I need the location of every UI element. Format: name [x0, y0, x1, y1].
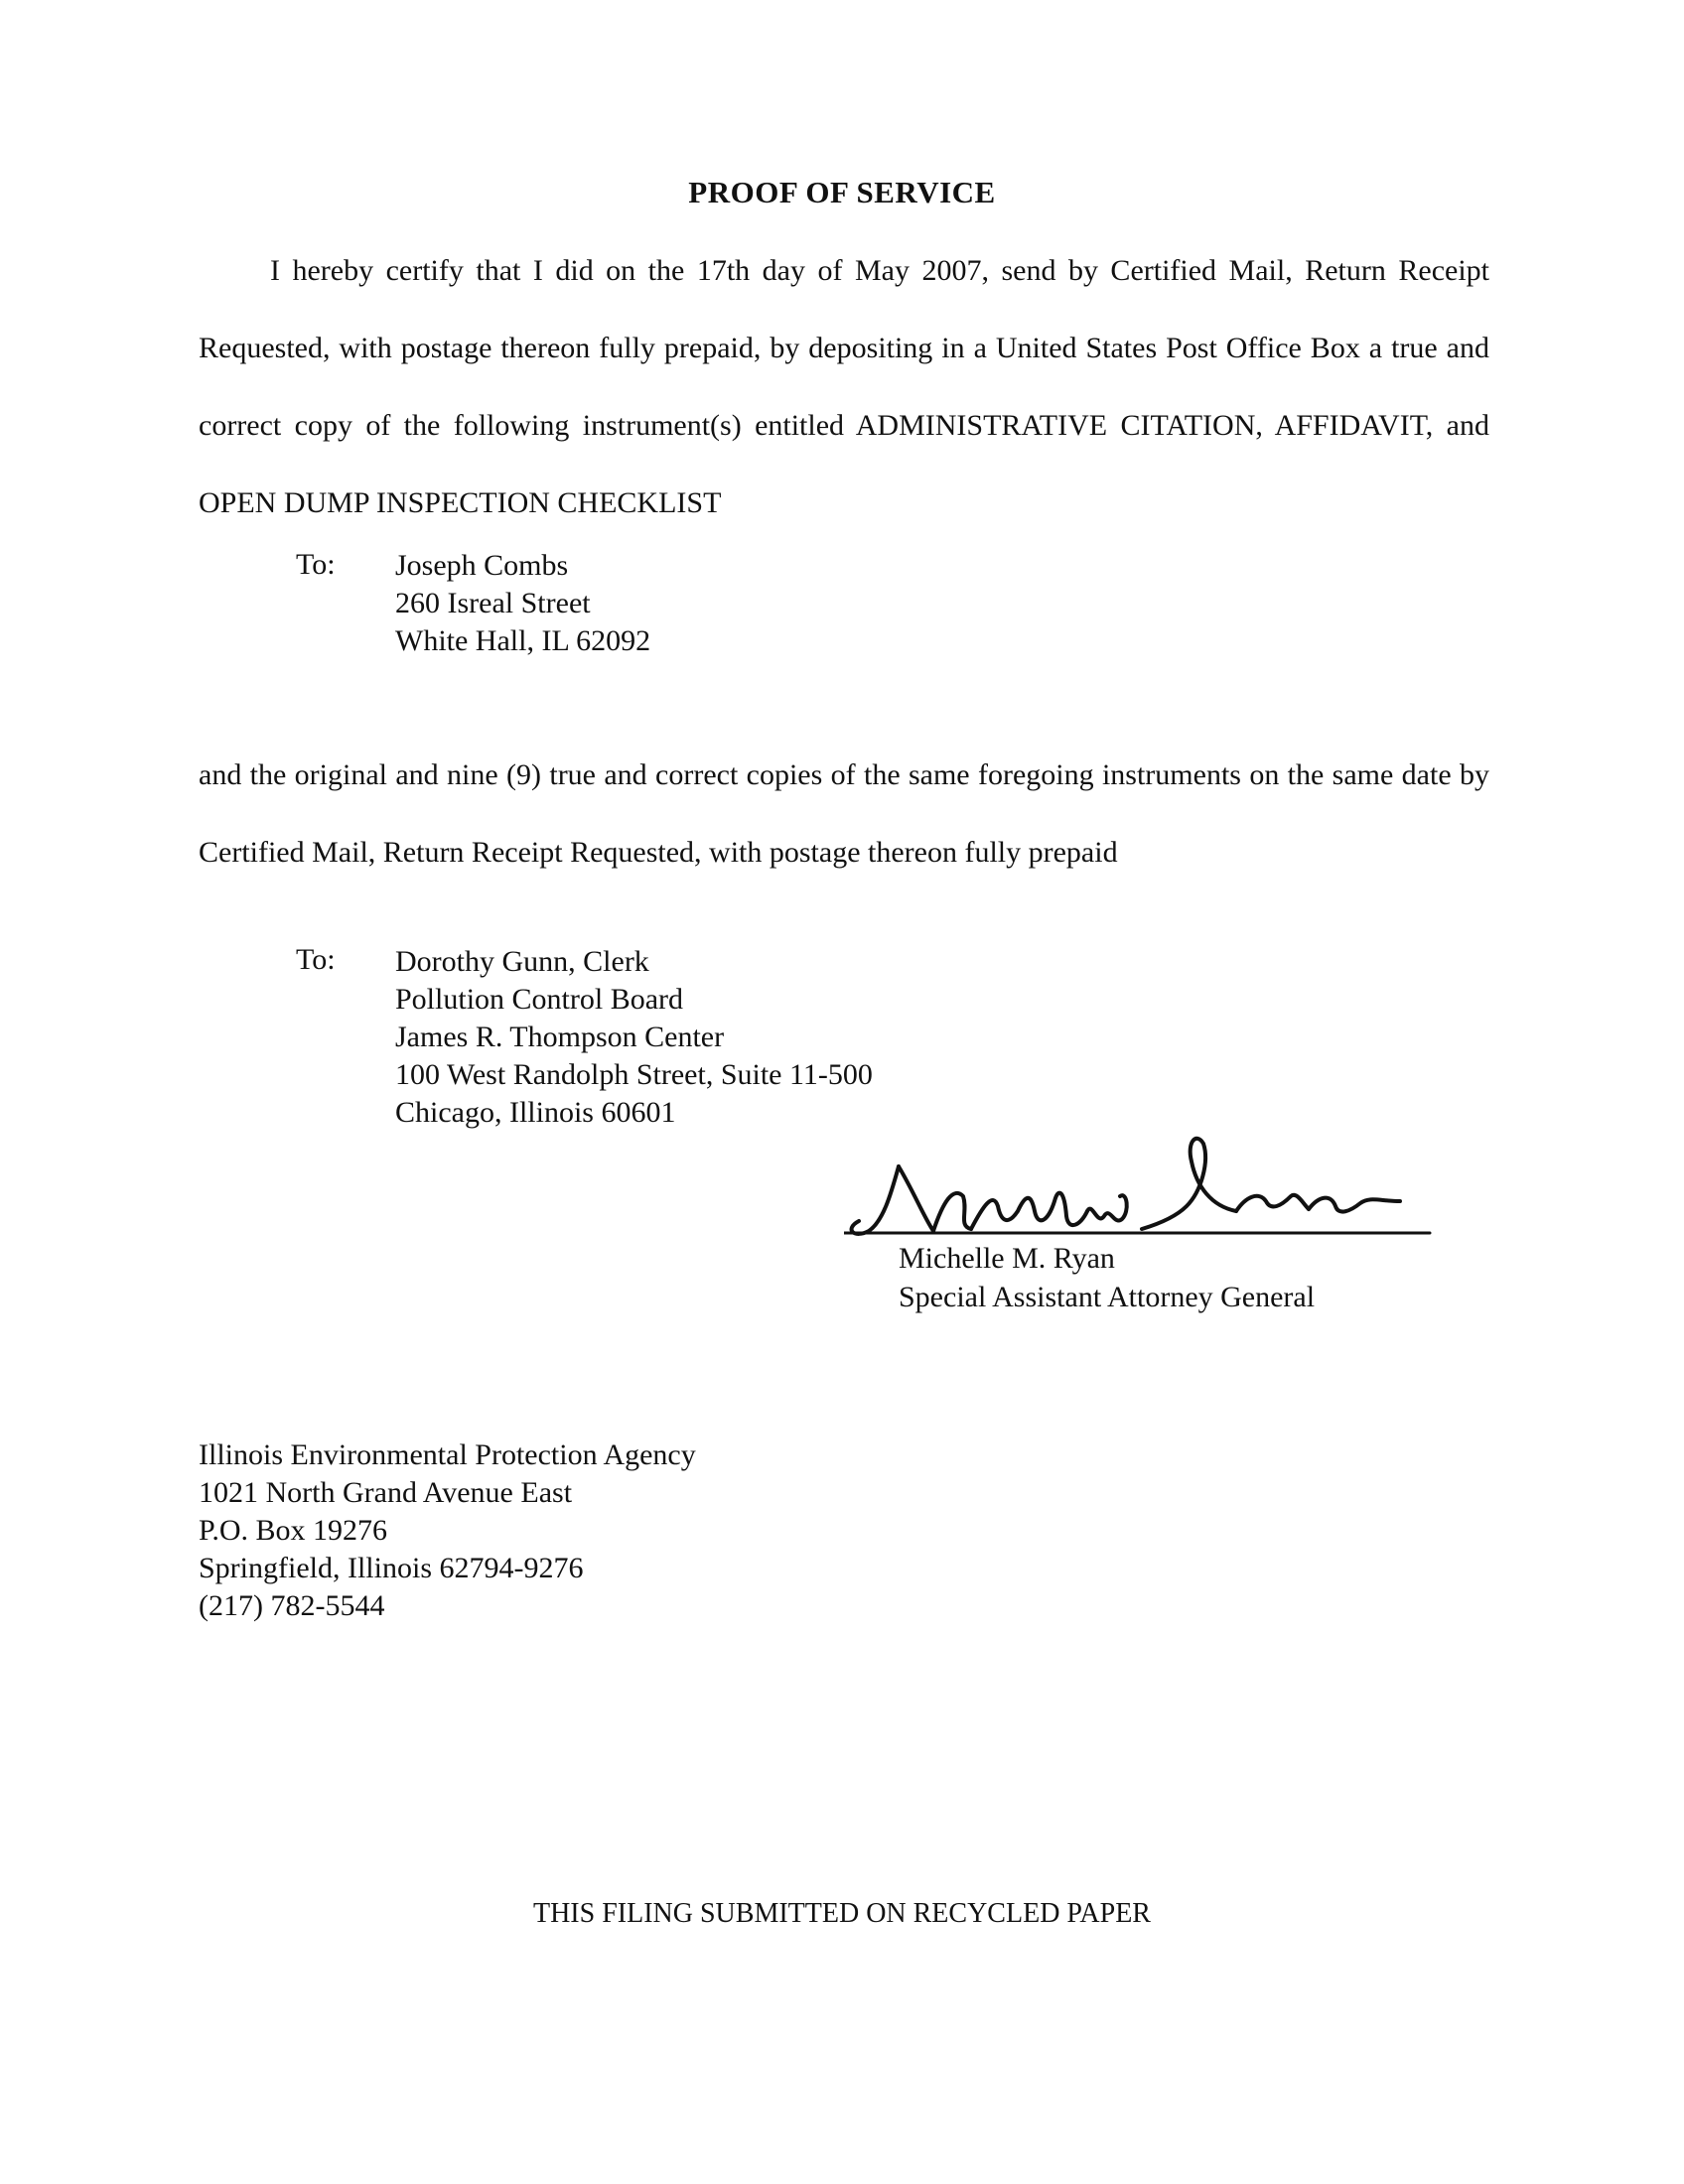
recipient1-to-label: To: [296, 548, 336, 581]
agency-line: Springfield, Illinois 62794-9276 [199, 1552, 584, 1584]
agency-line: 1021 North Grand Avenue East [199, 1476, 573, 1509]
recipient1-address [395, 547, 650, 660]
footer-note: THIS FILING SUBMITTED ON RECYCLED PAPER [532, 1898, 1151, 1929]
signatory-name: Michelle M. Ryan [899, 1242, 1115, 1275]
document-title: PROOF OF SERVICE [688, 175, 996, 209]
copies-text: and the original and nine (9) true and correct copies of the same foregoing instruments on the same date by Certified Mail, Return Receipt Requested, with postage thereon fully prepaid [199, 758, 1489, 869]
agency-line: (217) 782-5544 [199, 1589, 385, 1622]
certification-paragraph [199, 232, 1489, 542]
recipient2-line: 100 West Randolph Street, Suite 11-500 [395, 1058, 873, 1091]
signature-block [844, 1132, 1460, 1313]
signatory-info [899, 1239, 1315, 1316]
signatory-title: Special Assistant Attorney General [899, 1281, 1316, 1313]
certification-text: I hereby certify that I did on the 17th day of May 2007, send by Certified Mail, Return Receipt Requested, with postage thereon fully prepaid, by depositing in a United States Post Office Box a true and correct copy of the following instrument(s) entitled ADMINISTRATIVE CITATION, AFFIDAVIT, and OPEN DUMP INSPECTION CHECKLIST [199, 254, 1489, 519]
copies-paragraph [199, 737, 1489, 891]
recipient1-line: Joseph Combs [395, 549, 569, 582]
recipient2-address [395, 943, 873, 1132]
agency-line: P.O. Box 19276 [199, 1514, 388, 1547]
recipient2-line: Chicago, Illinois 60601 [395, 1096, 676, 1129]
recipient1-line: White Hall, IL 62092 [395, 624, 651, 657]
recipient2-line: James R. Thompson Center [395, 1021, 725, 1053]
agency-line: Illinois Environmental Protection Agency [199, 1438, 696, 1471]
recipient2-to-label: To: [296, 943, 336, 976]
agency-address [199, 1436, 696, 1625]
recipient2-line: Pollution Control Board [395, 983, 684, 1016]
recipient2-line: Dorothy Gunn, Clerk [395, 945, 649, 978]
recipient1-line: 260 Isreal Street [395, 587, 591, 619]
